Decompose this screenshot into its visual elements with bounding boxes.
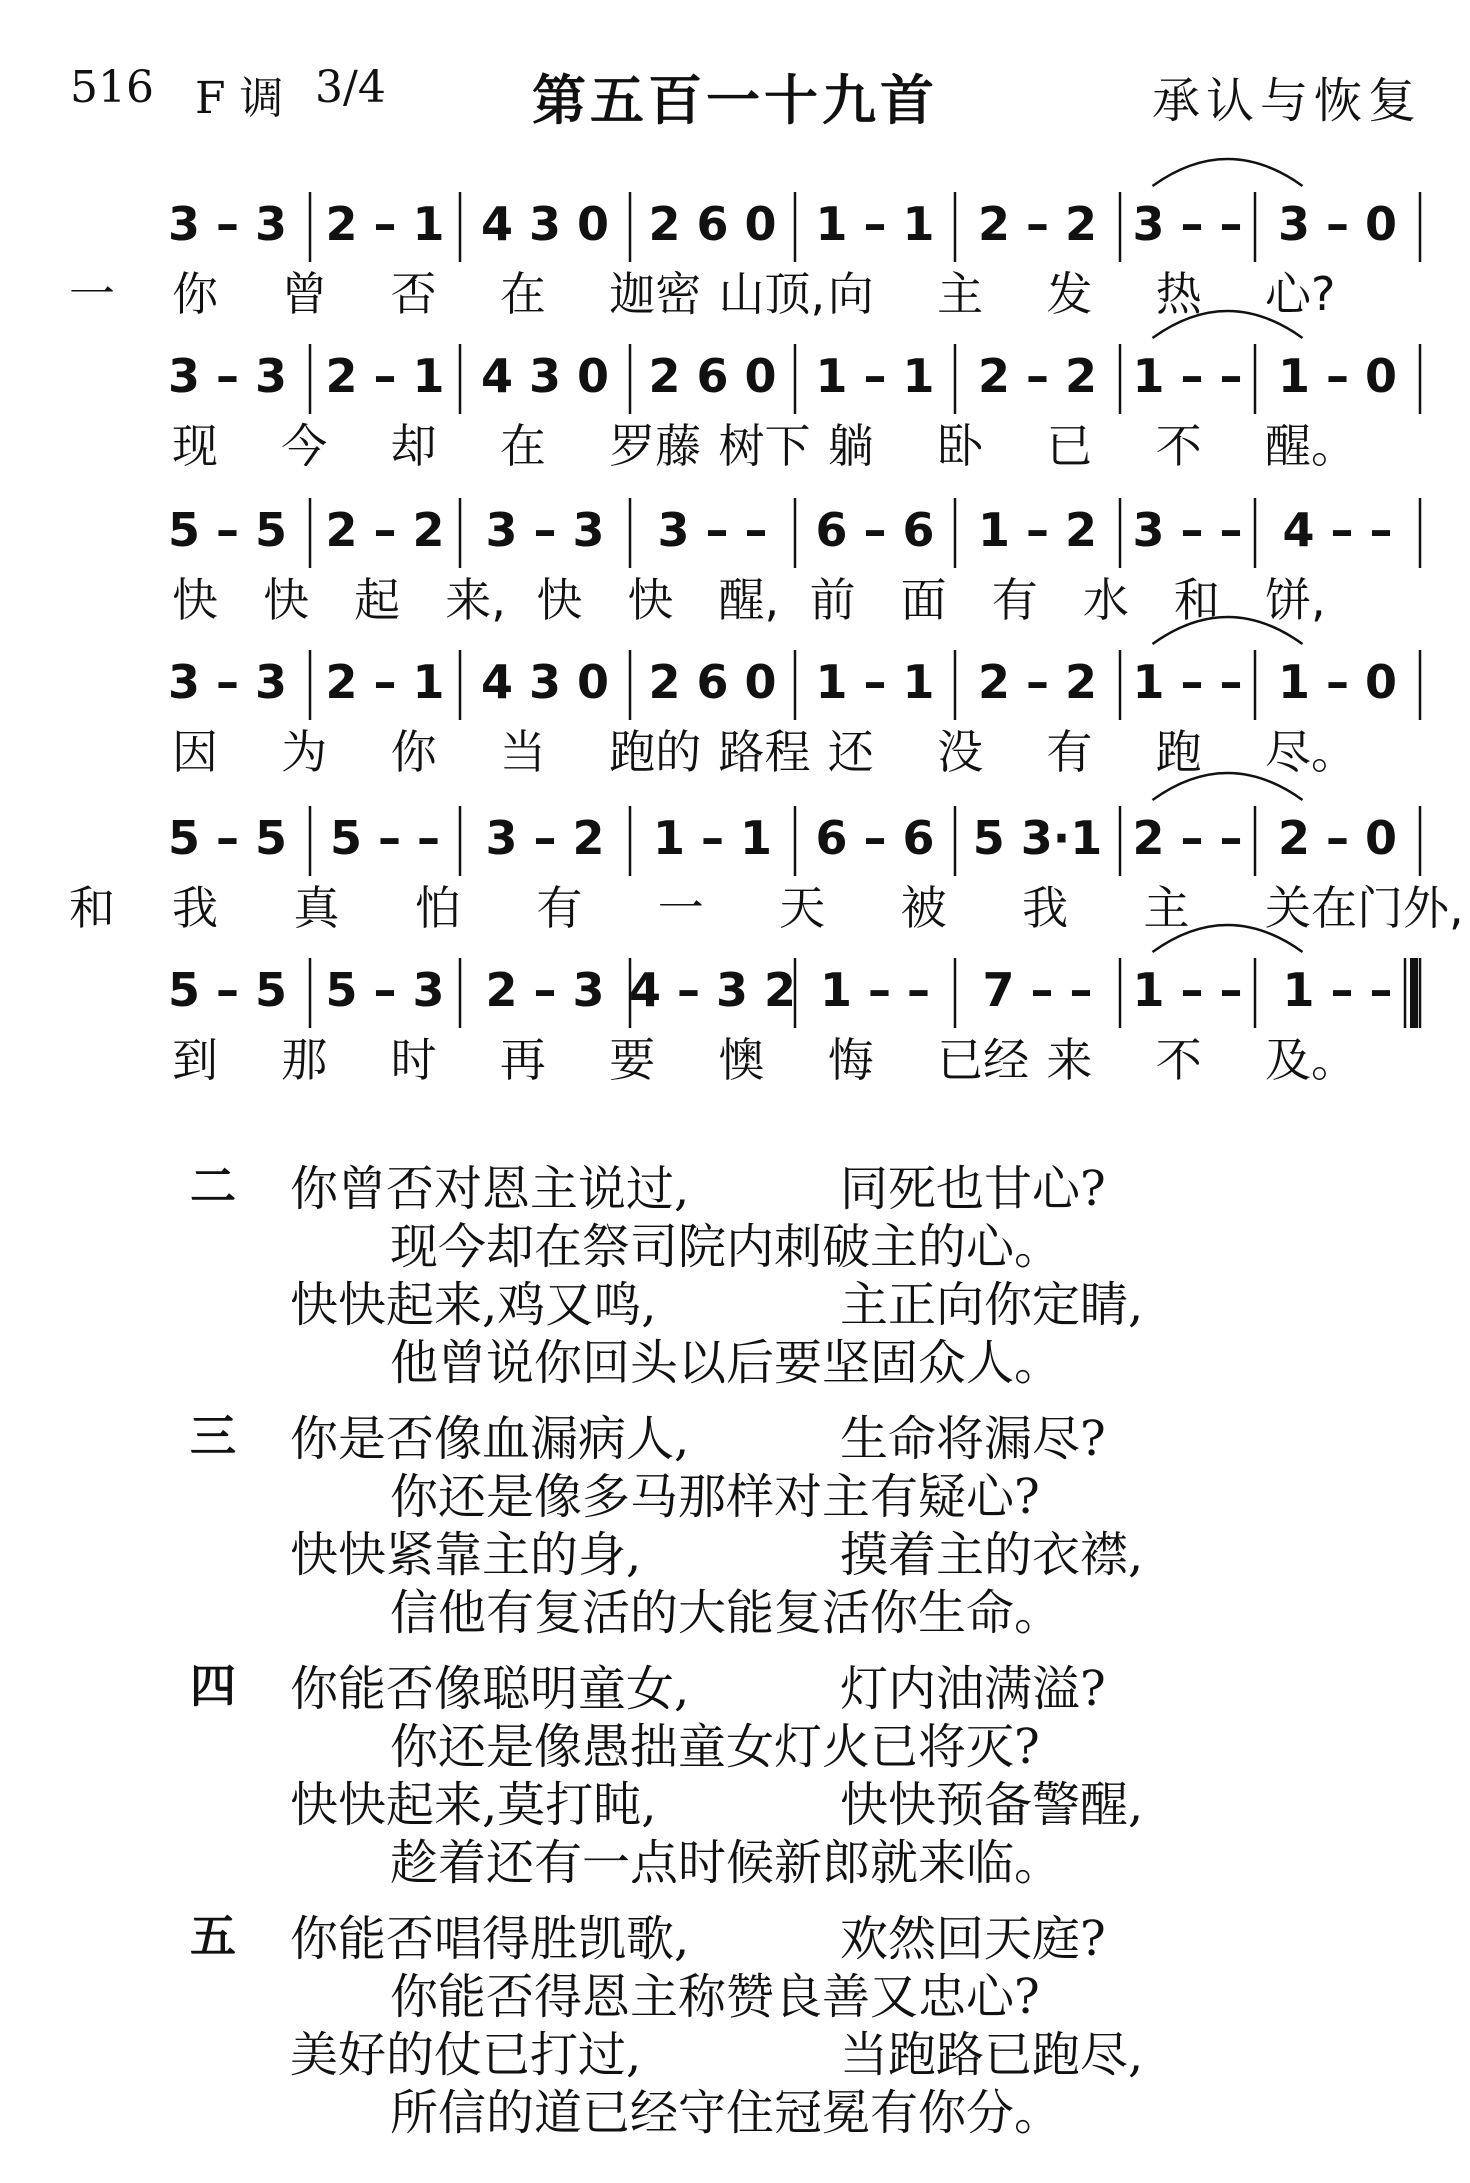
verse-line: 你还是像多马那样对主有疑心? [390, 1469, 1040, 1525]
measure-notes: 5 – 5 [167, 811, 288, 865]
measure-notes: 4 – 3 2 [628, 963, 797, 1017]
lyric-word: 饼, [1265, 573, 1326, 627]
lyric-word: 你 [390, 725, 437, 779]
tie-slur [1153, 159, 1303, 186]
measure-notes: 1 – 1 [815, 197, 935, 251]
lyric-word: 迦密 [609, 267, 702, 321]
verse-line: 灯内油满溢? [840, 1661, 1106, 1717]
lyric-word: 因 [172, 725, 218, 779]
measure-notes: 2 – 0 [1277, 811, 1398, 865]
measure-notes: 2 – 1 [325, 349, 445, 403]
measure-notes: 2 – 2 [977, 655, 1098, 709]
measure-notes: 5 – 5 [167, 503, 288, 557]
verse-line: 现今却在祭司院内刺破主的心。 [390, 1219, 1063, 1275]
measure-notes: 2 – 1 [325, 655, 445, 709]
measure-notes: 2 – – [1132, 811, 1243, 865]
hymn-number: 516 [70, 62, 154, 113]
lyric-word: 跑的 [609, 725, 702, 779]
lyric-word: 路程 [718, 725, 811, 779]
lyric-word: 那 [281, 1033, 328, 1087]
verse-line: 同死也甘心? [840, 1161, 1106, 1217]
verse-3 [0, 1400, 1470, 1641]
verse-line: 快快起来,鸡又鸣, [290, 1277, 657, 1333]
measure-notes: 1 – 0 [1277, 349, 1398, 403]
lyric-word: 醒, [718, 573, 780, 627]
lyric-word: 主 [937, 267, 984, 321]
measure-notes: 4 3 0 [480, 349, 610, 403]
verse-5 [0, 1900, 1470, 2141]
measure-notes: 2 – 1 [325, 197, 445, 251]
final-barline-thick [1410, 958, 1418, 1028]
measure-notes: 2 – 2 [977, 197, 1098, 251]
verse-line: 他曾说你回头以后要坚固众人。 [390, 1335, 1063, 1391]
measure-notes: 1 – – [819, 963, 931, 1017]
lyric-word: 躺 [827, 419, 874, 473]
lyric-word: 关在门外, [1265, 881, 1464, 935]
lyric-word: 向 [827, 267, 874, 321]
lyric-word: 快 [172, 573, 218, 627]
lyric-word: 当 [499, 725, 546, 779]
lyric-word: 醒。 [1265, 419, 1357, 473]
lyric-word: 起 [354, 573, 401, 627]
verse-line: 你还是像愚拙童女灯火已将灭? [390, 1719, 1040, 1775]
verse-number: 二 [190, 1159, 236, 1213]
lyric-word: 山顶, [718, 267, 826, 321]
verse-2 [0, 1150, 1470, 1391]
verse-line: 快快预备警醒, [840, 1777, 1144, 1833]
measure-notes: 2 6 0 [648, 655, 777, 709]
verse-number: 三 [190, 1409, 236, 1463]
lyric-word: 还 [827, 725, 874, 779]
measure-notes: 3 – 0 [1277, 197, 1398, 251]
measure-notes: 4 – – [1282, 503, 1393, 557]
lyric-word: 心? [1265, 267, 1336, 321]
verse-line: 欢然回天庭? [840, 1911, 1106, 1967]
measure-notes: 3 – 3 [167, 349, 288, 403]
measure-notes: 1 – 1 [815, 655, 935, 709]
verse-line: 美好的仗已打过, [290, 2027, 642, 2083]
lyric-word: 不 [1155, 419, 1202, 473]
lyric-word: 悔 [827, 1033, 874, 1087]
verse-line: 趁着还有一点时候新郎就来临。 [390, 1835, 1063, 1891]
verse-4 [0, 1650, 1470, 1891]
measure-notes: 3 – 3 [485, 503, 605, 557]
lyric-word: 及。 [1265, 1033, 1357, 1087]
measure-notes: 5 – 3 [325, 963, 445, 1017]
verse-line: 主正向你定睛, [840, 1277, 1144, 1333]
lyric-word: 水 [1082, 573, 1129, 627]
verse-line: 你能否唱得胜凯歌, [290, 1911, 690, 1967]
verse-number: 五 [190, 1909, 236, 1963]
verse-line: 快快起来,莫打盹, [290, 1777, 657, 1833]
lyric-word: 树下 [718, 419, 811, 473]
measure-notes: 7 – – [982, 963, 1093, 1017]
lyric-word: 要 [609, 1033, 656, 1087]
lyric-word: 快 [627, 573, 674, 627]
lyric-word: 跑 [1155, 725, 1202, 779]
verse-line: 你曾否对恩主说过, [290, 1161, 690, 1217]
lyric-word: 没 [937, 725, 984, 779]
lyric-word: 曾 [281, 267, 328, 321]
measure-notes: 3 – 2 [485, 811, 605, 865]
lyric-word: 我 [1022, 881, 1069, 935]
lyric-word: 和 [1173, 573, 1220, 627]
lyric-word: 已经 [937, 1033, 1030, 1087]
measure-notes: 3 – – [1132, 197, 1243, 251]
measure-notes: 2 – 2 [325, 503, 445, 557]
verse-line: 你能否得恩主称赞良善又忠心? [390, 1969, 1040, 2025]
verse-line: 摸着主的衣襟, [840, 1527, 1144, 1583]
measure-notes: 1 – 1 [652, 811, 773, 865]
hymn-title: 第五百一十九首 [532, 69, 938, 132]
measure-notes: 2 – 3 [485, 963, 605, 1017]
measure-notes: 5 – 5 [167, 963, 288, 1017]
lyric-word: 主 [1143, 881, 1190, 935]
lyric-word: 到 [172, 1033, 218, 1087]
lyric-word: 发 [1046, 267, 1093, 321]
lyric-word: 在 [499, 267, 546, 321]
hymn-category: 承认与恢复 [1151, 73, 1422, 129]
lyric-word: 却 [390, 419, 437, 473]
measure-notes: 6 – 6 [815, 811, 935, 865]
lyric-word: 已 [1046, 419, 1093, 473]
measure-notes: 3 – 3 [167, 655, 288, 709]
verse-line: 快快紧靠主的身, [290, 1527, 642, 1583]
measure-notes: 1 – 2 [977, 503, 1098, 557]
verse-line: 所信的道已经守住冠冕有你分。 [390, 2085, 1063, 2141]
lyric-word: 有 [1046, 725, 1093, 779]
lyric-word: 再 [499, 1033, 546, 1087]
stanza-label: 一 [69, 267, 115, 321]
lyric-word: 热 [1155, 267, 1202, 321]
key-signature: F 调 [195, 73, 284, 124]
measure-notes: 5 – – [329, 811, 441, 865]
verse-line: 当跑路已跑尽, [840, 2027, 1144, 2083]
lyric-word: 来, [445, 573, 506, 627]
measure-notes: 1 – – [1132, 963, 1243, 1017]
lyric-word: 来 [1046, 1033, 1093, 1087]
measure-notes: 3 – – [657, 503, 768, 557]
lyric-word: 卧 [937, 419, 984, 473]
lyric-word: 懊 [718, 1033, 765, 1087]
measure-notes: 5 3·1 [972, 811, 1103, 865]
verse-line: 你能否像聪明童女, [290, 1661, 690, 1717]
verse-line: 你是否像血漏病人, [290, 1411, 690, 1467]
measure-notes: 2 6 0 [648, 197, 777, 251]
measure-notes: 4 3 0 [480, 655, 610, 709]
measure-notes: 1 – 1 [815, 349, 935, 403]
lyric-word: 有 [991, 573, 1038, 627]
lyric-word: 前 [809, 573, 856, 627]
measure-notes: 2 – 2 [977, 349, 1098, 403]
measure-notes: 3 – – [1132, 503, 1243, 557]
measure-notes: 4 3 0 [480, 197, 610, 251]
measure-notes: 1 – – [1282, 963, 1393, 1017]
lyric-word: 我 [172, 881, 218, 935]
lyric-word: 有 [536, 881, 583, 935]
lyric-word: 快 [263, 573, 310, 627]
lyric-word: 罗藤 [609, 419, 702, 473]
verse-line: 信他有复活的大能复活你生命。 [390, 1585, 1063, 1641]
measure-notes: 3 – 3 [167, 197, 288, 251]
time-signature: 3/4 [315, 62, 386, 113]
measure-notes: 1 – – [1132, 349, 1243, 403]
lyric-word: 快 [536, 573, 583, 627]
measure-notes: 2 6 0 [648, 349, 777, 403]
lyric-word: 时 [390, 1033, 437, 1087]
lyric-word: 在 [499, 419, 546, 473]
lyric-word: 天 [779, 881, 826, 935]
lyric-word: 怕 [414, 881, 461, 935]
lyric-word: 不 [1155, 1033, 1202, 1087]
lyric-word: 今 [281, 419, 328, 473]
measure-notes: 1 – – [1132, 655, 1243, 709]
lyric-word: 现 [172, 419, 218, 473]
verse-line: 生命将漏尽? [840, 1411, 1106, 1467]
lyric-word: 否 [390, 267, 437, 321]
lyric-word: 为 [281, 725, 328, 779]
lyric-word: 被 [900, 881, 947, 935]
lyric-word: 尽。 [1265, 725, 1357, 779]
verse-number: 四 [190, 1659, 236, 1713]
lyric-word: 一 [657, 881, 704, 935]
measure-notes: 6 – 6 [815, 503, 935, 557]
lyric-word: 你 [172, 267, 218, 321]
measure-notes: 1 – 0 [1277, 655, 1398, 709]
lyric-word: 面 [900, 573, 947, 627]
stanza-label: 和 [69, 881, 115, 935]
lyric-word: 真 [293, 881, 340, 935]
